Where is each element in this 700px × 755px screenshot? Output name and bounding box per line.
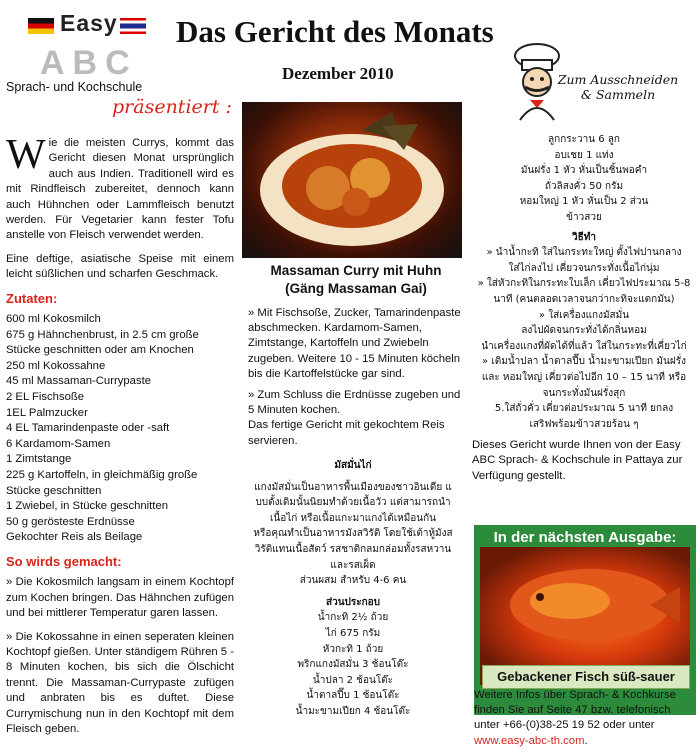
dish-photo bbox=[242, 102, 462, 258]
cut-out-note bbox=[548, 72, 688, 102]
ingredient-item: 600 ml Kokosmilch bbox=[6, 313, 101, 326]
thai-method-line: จนกระทั่งมันฝรั่งสุก bbox=[542, 387, 626, 399]
page-subtitle: Dezember 2010 bbox=[282, 64, 394, 83]
middle-text bbox=[248, 262, 464, 455]
thai-method-line: เสริฟพร้อมข้าวสวยร้อน ๆ bbox=[529, 418, 639, 430]
thai-ingredient: หอมใหญ่ 1 หัว หั่นเป็น 2 ส่วน bbox=[519, 196, 649, 208]
column-right bbox=[472, 132, 696, 484]
thai-flag-icon bbox=[120, 18, 146, 34]
footer-text: Weitere Infos über Sprach- & Kochkurse finden Sie auf Seite 47 bzw. telefonisch unter +66-(0)38-25 19 52 oder unter bbox=[474, 689, 676, 732]
thai-ingredients-more bbox=[472, 132, 696, 432]
drop-cap: W bbox=[6, 132, 46, 178]
thai-ingredient: พริกแกงมัสมั่น 3 ช้อนโต๊ะ bbox=[297, 659, 409, 671]
intro-paragraph bbox=[6, 132, 234, 244]
method-paragraph-2: » Die Kokossahne in einen seperaten kleinen Kochtopf gießen. Unter ständigem Rühren 5 - 8 Minuten kochen, bis sich die Ölschicht trennt. Die Massaman-Currypaste zufügen und anbraten bis es duftet. Diese Currymischung nun in den Kochtopf mit dem Fleisch geben. bbox=[6, 630, 234, 736]
thai-dish-title: มัสมั่นไก่ bbox=[334, 460, 372, 471]
footer-end: . bbox=[584, 734, 588, 747]
thai-intro-line: วิรัติแทนเนื้อสัตว์ รสชาติกลมกล่อมทั้งรสหวาน bbox=[254, 543, 452, 555]
brand-easy: Easy bbox=[60, 10, 118, 36]
method-heading: So wirds gemacht: bbox=[6, 553, 122, 569]
next-issue-title: In der nächsten Ausgabe: bbox=[493, 529, 677, 546]
thai-ingredient: ข้าวสวย bbox=[566, 211, 602, 223]
thai-intro-line: แกงมัสมั่นเป็นอาหารพื้นเมืองของชาวอินเดีย แ bbox=[254, 481, 452, 493]
next-issue-box bbox=[474, 525, 696, 715]
thai-method-line: 5.ใส่ถั่วคั่ว เคี่ยวต่อประมาณ 5 นาที ยกลง bbox=[494, 403, 674, 415]
page-title: Das Gericht des Monats bbox=[176, 14, 494, 49]
thai-method-line: นำเครื่องแกงที่ผัดได้ที่แล้ว ใส่ในกระทะที่เคี่ยวไก่ bbox=[481, 340, 687, 352]
ingredient-item: 50 g gerösteste Erdnüsse bbox=[6, 515, 135, 528]
thai-ingredient: น้ำตาลปี๊บ 1 ช้อนโต๊ะ bbox=[306, 690, 400, 702]
dish-title: Massaman Curry mit Huhn bbox=[270, 263, 442, 278]
brand-presents: präsentiert : bbox=[112, 96, 232, 118]
thai-intro-line: ส่วนผสม สำหรับ 4-6 คน bbox=[299, 575, 407, 587]
ingredient-item: 1EL Palmzucker bbox=[6, 406, 88, 419]
thai-ingredients-title: ส่วนประกอบ bbox=[325, 596, 381, 608]
thai-method-line: ลงไปผัดจนกระทั่งได้กลิ่นหอม bbox=[521, 325, 647, 337]
cut-out-line1: Zum Ausschneiden bbox=[557, 72, 679, 87]
thai-method-line: » ใส่หัวกะทิในกระทะใบเล็ก เคี่ยวไฟประมาณ 5-8 bbox=[477, 278, 691, 290]
thai-method-line: » นำน้ำกะทิ ใส่ในกระทะใหญ่ ตั้งไฟปานกลาง bbox=[486, 247, 682, 259]
thai-intro-line: บบดั้งเดิมนั้นนิยมทำด้วยเนื้อวัว แต่สามารถนำ bbox=[255, 497, 451, 509]
curry-bowl-image bbox=[242, 102, 462, 258]
fish-dish-image bbox=[480, 547, 690, 665]
german-flag-icon bbox=[28, 18, 54, 34]
footer-info bbox=[474, 688, 696, 749]
ingredient-item: 1 Zimtstange bbox=[6, 453, 72, 466]
ingredient-item: Gekochter Reis als Beilage bbox=[6, 531, 143, 544]
ingredient-item: 250 ml Kokossahne bbox=[6, 359, 106, 372]
method-paragraph-5: Das fertige Gericht mit gekochtem Reis servieren. bbox=[248, 419, 445, 447]
thai-method-line: ใส่ไก่ลงไป เคี่ยวจนกระทั่งเนื้อไก่นุ่ม bbox=[508, 262, 660, 274]
ingredient-item: 1 Zwiebel, in Stücke geschnitten bbox=[6, 500, 169, 513]
thai-method-line: และ หอมใหญ่ เคี่ยวต่อไปอีก 10 – 15 นาที หรือ bbox=[481, 371, 687, 383]
credit-text: Dieses Gericht wurde Ihnen von der Easy ABC Sprach- & Kochschule in Pattaya zur Verfügung gestellt. bbox=[472, 439, 683, 482]
method-paragraph-3: » Mit Fischsoße, Zucker, Tamarindenpaste abschmecken. Kardamom-Samen, Zimtstange, Kartoffeln und Zwiebeln zugeben. Weitere 10 - 15 Minuten köcheln bis die Kartoffelstücke gar sind. bbox=[248, 307, 461, 380]
dish-subtitle: (Gäng Massaman Gai) bbox=[285, 281, 427, 296]
thai-method-title: วิธีทำ bbox=[572, 231, 596, 243]
thai-intro-line: หรือคุณทำเป็นอาหารมังสวิรัติ โดยใช้เต้าหู้มังส bbox=[253, 528, 453, 540]
thai-ingredient: มันฝรั่ง 1 หัว หั่นเป็นชิ้นพอคำ bbox=[520, 165, 648, 177]
website-link-b[interactable]: easy-abc-th.com bbox=[501, 734, 585, 747]
next-issue-caption: Gebackener Fisch süß-sauer bbox=[482, 665, 690, 689]
thai-method-line: » ใส่เครื่องแกงมัสมั่น bbox=[538, 309, 630, 321]
ingredients-heading: Zutaten: bbox=[6, 290, 58, 306]
intro-paragraph-2: Eine deftige, asiatische Speise mit einem leicht süßlichen und scharfen Geschmack. bbox=[6, 252, 234, 281]
brand-school: Sprach- und Kochschule bbox=[6, 80, 143, 94]
thai-ingredient: อบเชย 1 แท่ง bbox=[554, 149, 614, 161]
thai-ingredient: หัวกะทิ 1 ถ้วย bbox=[322, 643, 384, 655]
thai-intro-line: และรสเผ็ด bbox=[330, 559, 376, 571]
ingredient-item: 2 EL Fischsoße bbox=[6, 391, 85, 404]
cut-out-line2: & Sammeln bbox=[580, 87, 656, 102]
ingredient-item: 6 Kardamom-Samen bbox=[6, 437, 111, 450]
method-paragraph-1: » Die Kokosmilch langsam in einem Kochtopf zum Kochen bringen. Das Hähnchen zufügen und bei mittlerer Temperatur garen lassen. bbox=[6, 576, 234, 620]
intro-text: ie die meisten Currys, kommt das Gericht diesen Monat ursprünglich auch aus Indien. Traditionell wird es mit Rindfleisch zubereitet, dennoch kann auch Hühnchen oder Lammfleisch benutzt werden. Für Vegetarier kann fester Tofu anstelle von Fleisch verwendet werden. bbox=[6, 137, 234, 242]
thai-intro-line: เนื้อไก่ หรือเนื้อแกะมาแกงได้เหมือนกัน bbox=[269, 512, 437, 524]
ingredient-item: 45 ml Massaman-Currypaste bbox=[6, 375, 152, 388]
thai-ingredient: ไก่ 675 กรัม bbox=[325, 627, 381, 639]
method-paragraph-4: » Zum Schluss die Erdnüsse zugeben und 5 Minuten kochen. bbox=[248, 389, 461, 417]
website-link-a[interactable]: www. bbox=[474, 734, 501, 747]
thai-ingredient: ลูกกระวาน 6 ลูก bbox=[548, 134, 620, 145]
thai-method-line: » เติมน้ำปลา น้ำตาลปี๊บ น้ำมะขามเปียก มันฝรั่ง bbox=[482, 356, 686, 368]
column-german-recipe bbox=[6, 132, 234, 745]
thai-ingredient: น้ำปลา 2 ช้อนโต๊ะ bbox=[312, 674, 394, 686]
thai-ingredient: ถั่วลิสงคั่ว 50 กรัม bbox=[544, 180, 624, 192]
thai-recipe-intro bbox=[240, 458, 466, 720]
thai-ingredient: น้ำกะทิ 2½ ถ้วย bbox=[317, 612, 389, 624]
ingredient-item: 4 EL Tamarindenpaste oder -saft bbox=[6, 422, 170, 435]
thai-ingredient: น้ำมะขามเปียก 4 ช้อนโต๊ะ bbox=[295, 705, 411, 717]
brand-abc: ABC bbox=[40, 44, 138, 82]
thai-method-line: นาที (คนตลอดเวลาจนกว่ากะทิจะแตกมัน) bbox=[493, 293, 675, 305]
ingredient-item: 675 g Hähnchenbrust, in 2.5 cm große Stücke geschnitten oder am Knochen bbox=[6, 328, 199, 357]
ingredients-list bbox=[6, 312, 234, 546]
ingredient-item: 225 g Kartoffeln, in gleichmäßig große Stücke geschnitten bbox=[6, 469, 198, 497]
